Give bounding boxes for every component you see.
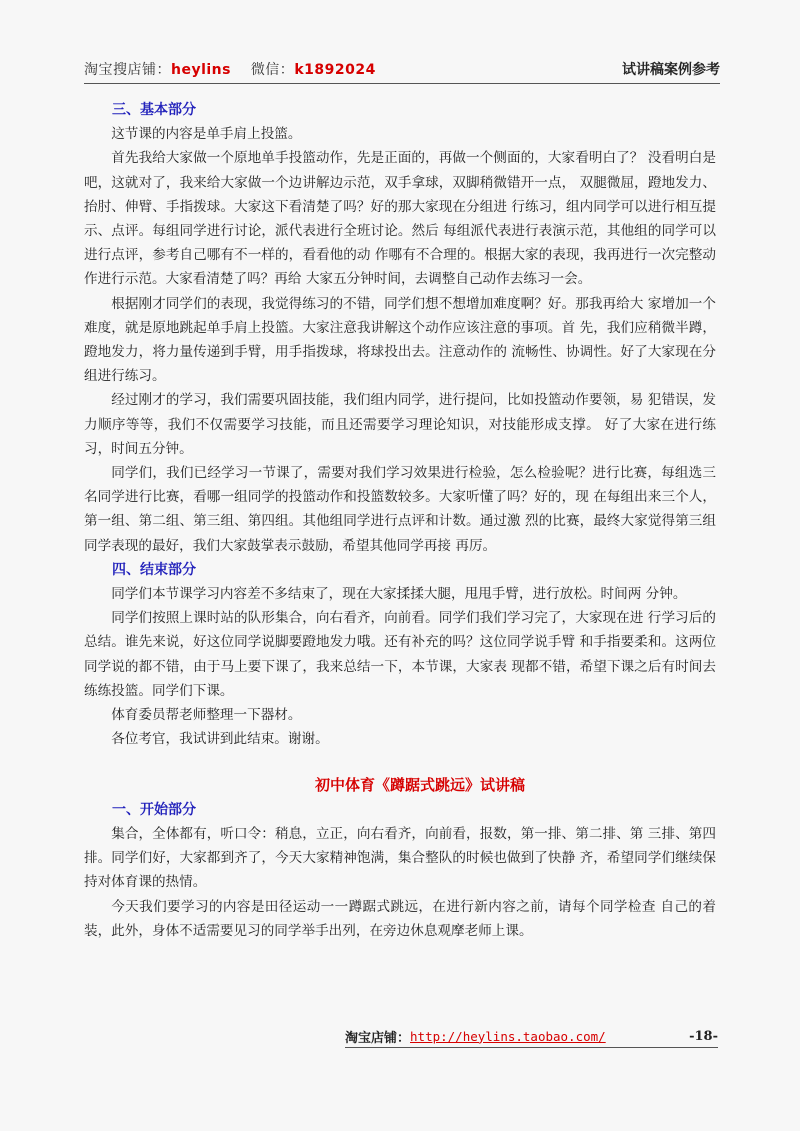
paragraph: 同学们按照上课时站的队形集合，向右看齐，向前看。同学们我们学习完了，大家现在进 行学习后的总结。谁先来说，好这位同学说脚要蹬地发力哦。还有补充的吗？这位同学说手臂 和手指要柔和。这两位同学说的都不错，由于马上要下课了，我来总结一下，本节课，大家表 现都不错，希望下课之后有时间去练练投篮。同学们下课。 (84, 610, 716, 699)
paragraph: 体育委员帮老师整理一下器材。 (111, 707, 302, 724)
header-shop-info (84, 59, 376, 79)
footer-shop-link[interactable]: http://heylins.taobao.com/ (410, 1028, 606, 1044)
paragraph: 这节课的内容是单手肩上投篮。 (111, 126, 302, 143)
paragraph: 根据刚才同学们的表现，我觉得练习的不错，同学们想不想增加难度啊？好。那我再给大 家增加一个难度，就是原地跳起单手肩上投篮。大家注意我讲解这个动作应该注意的事项。首 先，我们应稍微半蹲，蹬地发力，将力量传递到手臂，用手指拨球，将球投出去。注意动作的 流畅性、协调性。好了大家现在分组进行练习。 (84, 295, 716, 385)
paragraph: 集合，全体都有，听口令：稍息，立正，向右看齐，向前看，报数，第一排、第二排、第 三排、第四排。同学们好，大家都到齐了，今天大家精神饱满，集合整队的时候也做到了快静 齐，希望同学们继续保持对体育课的热情。 (84, 825, 716, 891)
paragraph: 今天我们要学习的内容是田径运动一一蹲踞式跳远，在进行新内容之前，请每个同学检查 自己的着装，此外，身体不适需要见习的同学举手出列，在旁边休息观摩老师上课。 (84, 898, 716, 939)
section-title-basic: 三、基本部分 (112, 102, 196, 118)
footer-shop-label: 淘宝店铺： (345, 1030, 411, 1046)
page-footer (345, 1025, 718, 1048)
paragraph: 首先我给大家做一个原地单手投篮动作，先是正面的，再做一个侧面的，大家看明白了？ 没看明白是吧，这就对了，我来给大家做一个边讲解边示范，双手拿球，双脚稍微错开一点， 双腿微屈，蹬地发力、抬肘、伸臂、手指拨球。大家这下看清楚了吗？好的那大家现在分组进 行练习，组内同学可以进行相互提示、点评。每组同学进行讨论，派代表进行全班讨论。然后 每组派代表进行表演示范，其他组的同学可以进行点评，参考自己哪有不一样的，看看他的动 作哪有不合理的。根据大家的表现，我再进行一次完整动作进行示范。大家看清楚了吗？再给 大家五分钟时间，去调整自己动作去练习一会。 (84, 150, 716, 288)
paragraph: 经过刚才的学习，我们需要巩固技能，我们组内同学，进行提问，比如投篮动作要领，易 犯错误，发力顺序等等，我们不仅需要学习技能，而且还需要学习理论知识，对技能形成支撑。 好了大家在进行练习，时间五分钟。 (84, 392, 716, 457)
paragraph: 同学们本节课学习内容差不多结束了，现在大家揉揉大腿，甩甩手臂，进行放松。时间两 分钟。 (111, 586, 687, 603)
header-title: 试讲稿案例参考 (622, 62, 720, 78)
section-title-ending: 四、结束部分 (112, 561, 196, 578)
shop-name: heylins (171, 62, 231, 78)
wechat-label: 微信： (250, 62, 295, 78)
document-body (84, 98, 716, 943)
paragraph: 同学们，我们已经学习一节课了，需要对我们学习效果进行检验，怎么检验呢？进行比赛，每组选三名同学进行比赛，看哪一组同学的投篮动作和投篮数较多。大家听懂了吗？好的，现 在每组出来三个人，第一组、第二组、第三组、第四组。其他组同学进行点评和计数。通过激 烈的比赛，最终大家觉得第三组同学表现的最好，我们大家鼓掌表示鼓励，希望其他同学再接 再厉。 (84, 465, 716, 554)
document-title: 初中体育《蹲踞式跳远》试讲稿 (314, 776, 525, 795)
page-number: -18- (689, 1028, 718, 1044)
shop-label: 淘宝搜店铺： (84, 62, 171, 78)
wechat-id: k1892024 (294, 62, 376, 78)
page-header (84, 55, 720, 84)
paragraph: 各位考官，我试讲到此结束。谢谢。 (111, 731, 329, 748)
section-title-opening: 一、开始部分 (112, 801, 196, 818)
